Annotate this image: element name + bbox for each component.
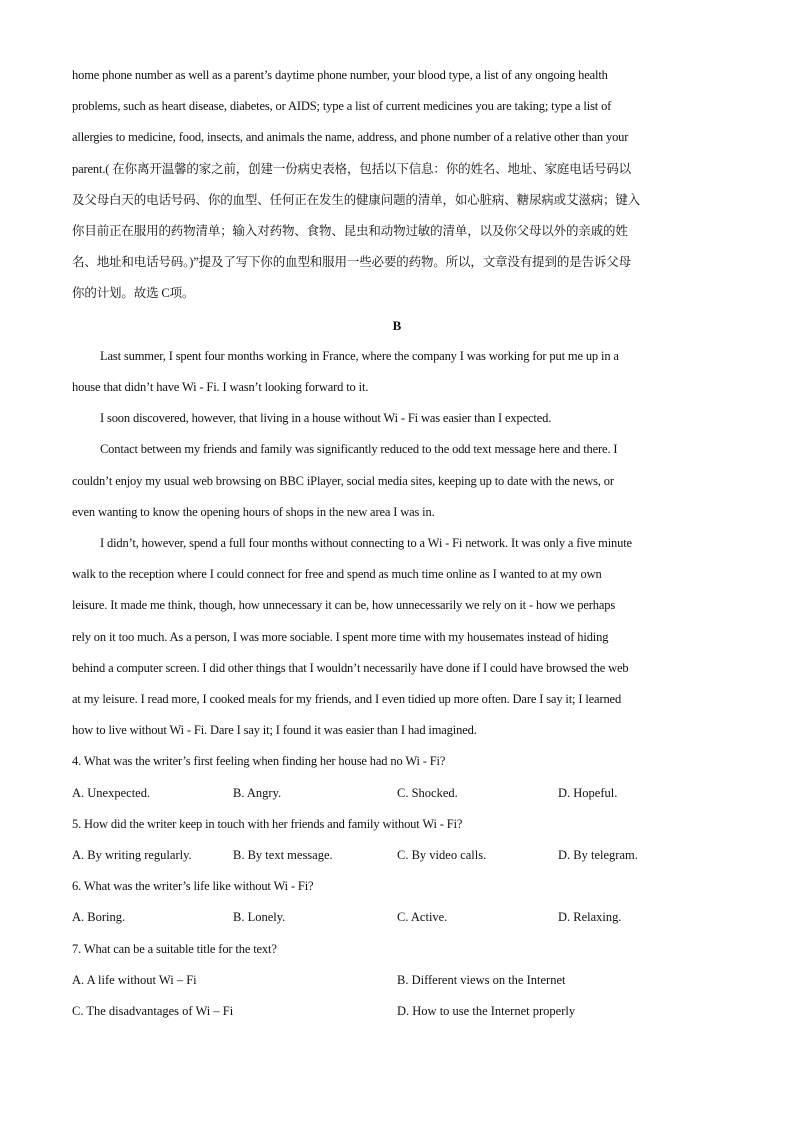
option-c: C. The disadvantages of Wi – Fi xyxy=(72,1004,234,1019)
option-b: B. Different views on the Internet xyxy=(397,972,566,987)
passage-line: leisure. It made me think, though, how unnecessary it can be, how unnecessarily we rely on it - how we perhaps xyxy=(72,598,616,613)
explanation-line: parent.( 在你离开温馨的家之前，创建一份病史表格，包括以下信息：你的姓名、地址、家庭电话号码以 xyxy=(72,161,631,176)
question-options xyxy=(72,965,722,996)
option-c: C. Active. xyxy=(397,910,448,925)
passage-paragraph xyxy=(72,403,722,434)
option-a: A. Unexpected. xyxy=(72,785,151,800)
option-a: A. A life without Wi – Fi xyxy=(72,972,197,987)
passage-line: how to live without Wi - Fi. Dare I say it; I found it was easier than I had imagined. xyxy=(72,723,477,738)
explanation-line: allergies to medicine, food, insects, and animals the name, address, and phone number of a relative other than your xyxy=(72,130,629,145)
explanation-block xyxy=(72,60,722,310)
passage-line: behind a computer screen. I did other things that I wouldn’t necessarily have done if I could have browsed the web xyxy=(72,660,629,675)
option-d: D. By telegram. xyxy=(558,848,638,863)
explanation-line: 及父母白天的电话号码、你的血型、任何正在发生的健康问题的清单，如心脏病、糖尿病或艾滋病；键入 xyxy=(72,192,641,207)
question-options xyxy=(72,840,722,871)
option-b: B. Angry. xyxy=(233,785,282,800)
option-d: D. Hopeful. xyxy=(558,785,618,800)
question-stem: 6. What was the writer’s life like without Wi - Fi? xyxy=(72,879,314,894)
option-c: C. Shocked. xyxy=(397,785,458,800)
option-b: B. Lonely. xyxy=(233,910,286,925)
question-item xyxy=(72,809,722,871)
question-item xyxy=(72,871,722,933)
passage-paragraph xyxy=(72,341,722,403)
passage-paragraph xyxy=(72,434,722,528)
passage-line: Contact between my friends and family was significantly reduced to the odd text message here and there. I xyxy=(100,442,618,457)
explanation-line: 名、地址和电话号码。)”提及了写下你的血型和服用一些必要的药物。所以，文章没有提到的是告诉父母 xyxy=(72,255,631,270)
option-a: A. Boring. xyxy=(72,910,126,925)
question-item xyxy=(72,934,722,1028)
explanation-line: 你的计划。故选 C项。 xyxy=(72,286,195,301)
explanation-line: 你目前正在服用的药物清单；输入对药物、食物、昆虫和动物过敏的清单，以及你父母以外的亲戚的姓 xyxy=(72,224,628,239)
reading-passage xyxy=(72,341,722,747)
passage-line: at my leisure. I read more, I cooked meals for my friends, and I even tidied up more often. Dare I say it; I learned xyxy=(72,692,622,707)
passage-line: Last summer, I spent four months working in France, where the company I was working for put me up in a xyxy=(100,348,619,363)
passage-line: rely on it too much. As a person, I was more sociable. I spent more time with my housemates instead of hiding xyxy=(72,629,609,644)
question-options xyxy=(72,996,722,1027)
passage-line: house that didn’t have Wi - Fi. I wasn’t looking forward to it. xyxy=(72,380,369,395)
question-options xyxy=(72,778,722,809)
passage-line: couldn’t enjoy my usual web browsing on BBC iPlayer, social media sites, keeping up to date with the news, or xyxy=(72,473,614,488)
passage-line: I didn’t, however, spend a full four months without connecting to a Wi - Fi network. It was only a five minute xyxy=(100,536,632,551)
document-page xyxy=(72,60,722,1027)
section-heading: B xyxy=(392,317,402,333)
passage-line: walk to the reception where I could connect for free and spend as much time online as I wanted to at my own xyxy=(72,567,602,582)
passage-line: I soon discovered, however, that living in a house without Wi - Fi was easier than I expected. xyxy=(100,411,552,426)
question-stem: 7. What can be a suitable title for the text? xyxy=(72,941,277,956)
question-stem: 5. How did the writer keep in touch with her friends and family without Wi - Fi? xyxy=(72,816,463,831)
option-a: A. By writing regularly. xyxy=(72,848,192,863)
passage-paragraph xyxy=(72,528,722,746)
passage-line: even wanting to know the opening hours of shops in the new area I was in. xyxy=(72,504,435,519)
option-c: C. By video calls. xyxy=(397,848,487,863)
explanation-line: problems, such as heart disease, diabetes, or AIDS; type a list of current medicines you are taking; type a list of xyxy=(72,99,612,114)
question-item xyxy=(72,746,722,808)
question-stem: 4. What was the writer’s first feeling when finding her house had no Wi - Fi? xyxy=(72,754,446,769)
option-b: B. By text message. xyxy=(233,848,333,863)
option-d: D. Relaxing. xyxy=(558,910,622,925)
option-d: D. How to use the Internet properly xyxy=(397,1004,576,1019)
question-list xyxy=(72,746,722,1027)
explanation-line: home phone number as well as a parent’s daytime phone number, your blood type, a list of any ongoing health xyxy=(72,68,608,82)
question-options xyxy=(72,902,722,933)
